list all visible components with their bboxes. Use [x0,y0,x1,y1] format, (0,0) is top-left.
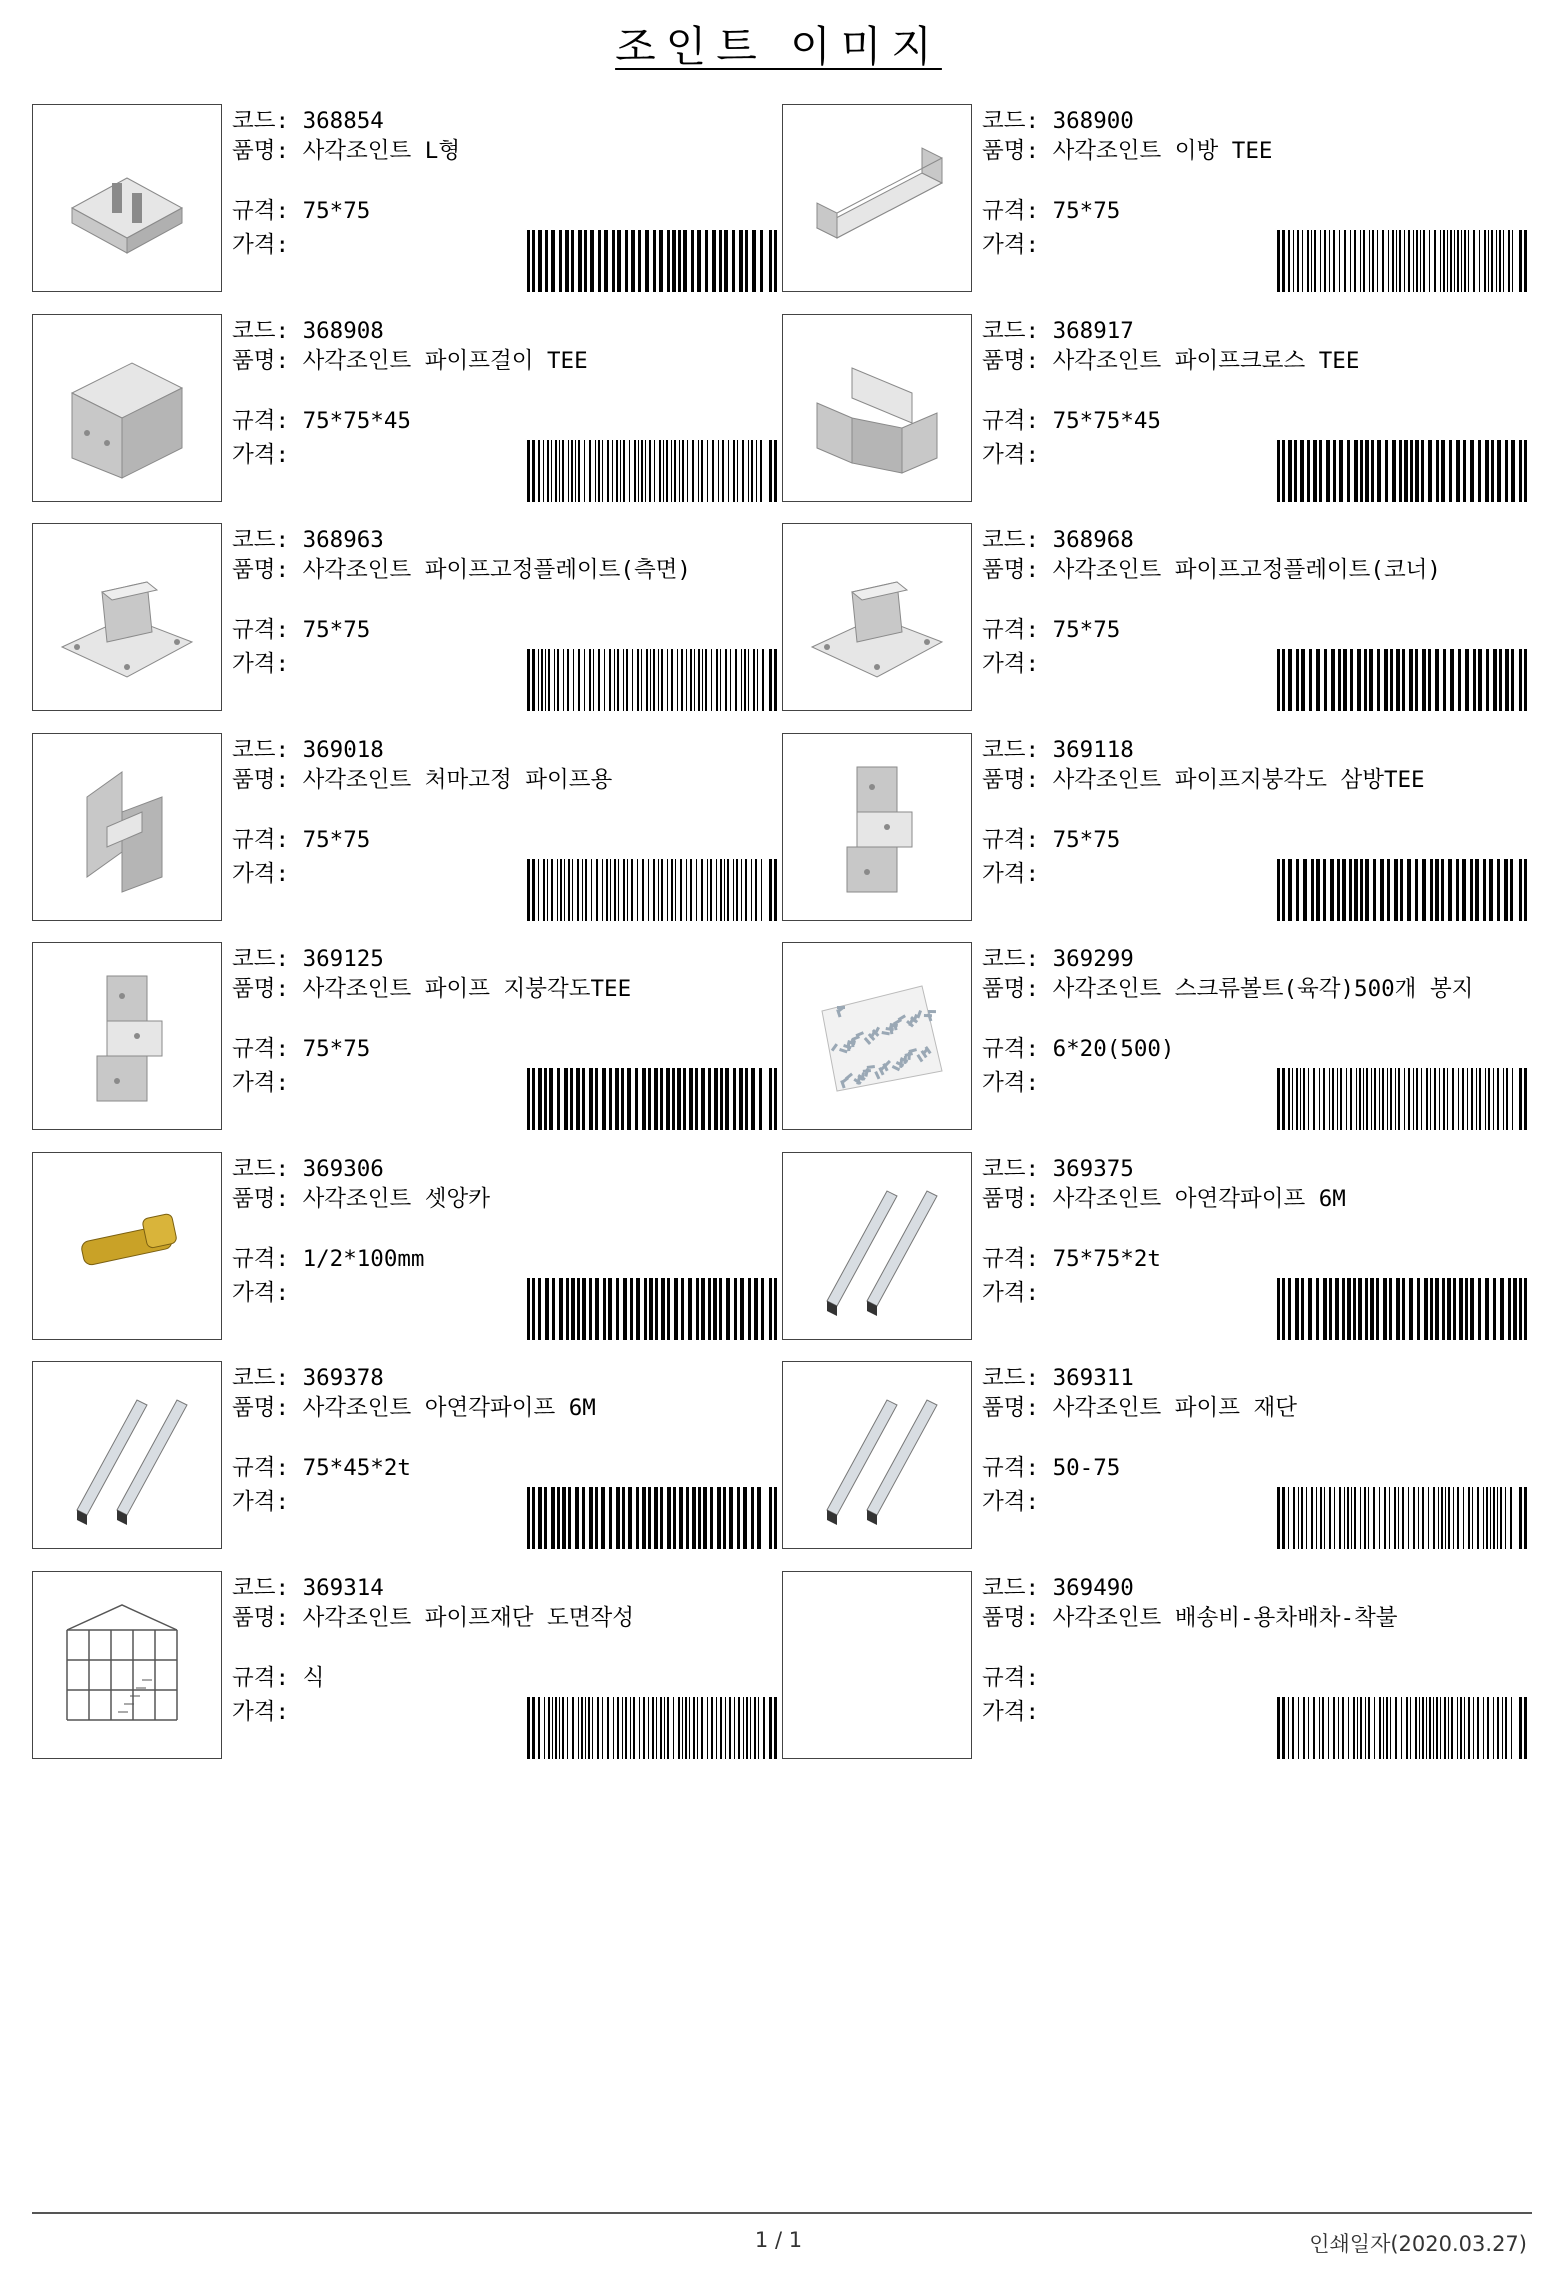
name-value: 사각조인트 이방 TEE [1052,138,1273,164]
spec-line [232,196,370,226]
spec-label: 규격: [232,1036,303,1062]
product-card [32,733,777,925]
code-value: 369378 [302,1365,384,1391]
code-label: 코드: [232,108,303,134]
code-line [232,316,384,346]
spec-line [232,825,370,855]
product-card [32,314,777,506]
product-image [782,733,972,921]
product-image [32,104,222,292]
corner-fix-plate-icon [802,542,952,692]
name-label: 품명: [232,347,303,374]
barcode [1277,1278,1527,1340]
spec-label: 규격: [232,1664,303,1691]
code-label: 코드: [232,527,303,553]
name-label: 품명: [232,976,303,1002]
spec-value: 75*75 [302,198,371,224]
code-label: 코드: [982,1574,1053,1601]
page-title: 조인트 이미지 [615,22,942,71]
code-line [982,944,1134,974]
code-line [982,106,1134,136]
name-value: 사각조인트 파이프고정플레이트(측면) [302,557,691,583]
price-label: 가격: [232,1489,290,1515]
product-card [782,733,1527,925]
product-image [782,1152,972,1340]
code-line [982,1154,1134,1184]
price-line [982,230,1039,260]
spec-value: 식 [302,1664,325,1691]
name-label: 품명: [982,1604,1053,1631]
barcode [1277,859,1527,921]
spec-line [232,406,411,436]
price-label: 가격: [232,1070,290,1096]
product-card [32,1152,777,1344]
name-value: 사각조인트 파이프 재단 [1052,1395,1298,1421]
print-date: 인쇄일자(2020.03.27) [1309,2232,1527,2256]
product-image [32,523,222,711]
spec-line [232,1244,424,1274]
spec-line [982,406,1161,436]
code-label: 코드: [982,1155,1053,1182]
name-label: 품명: [232,766,303,793]
code-label: 코드: [232,1574,303,1601]
product-image [32,942,222,1130]
price-line [232,1697,289,1727]
code-value: 368908 [302,317,384,344]
barcode [1277,1487,1527,1549]
spec-label: 규격: [982,1664,1053,1691]
price-line [982,1697,1039,1727]
spec-label: 규격: [982,407,1053,434]
code-label: 코드: [232,736,303,763]
code-line [982,1573,1134,1603]
eave-fix-icon [52,752,202,902]
barcode [1277,230,1527,292]
code-value: 369125 [302,946,384,972]
spec-label: 규격: [232,617,303,643]
price-label: 가격: [232,441,290,468]
product-card [782,1571,1527,1763]
code-line [982,525,1134,555]
product-card [782,314,1527,506]
code-value: 368854 [302,108,384,134]
product-card [32,1571,777,1763]
code-label: 코드: [982,1365,1053,1391]
spec-label: 규격: [232,407,303,434]
code-label: 코드: [982,736,1053,763]
spec-value: 75*45*2t [302,1455,411,1481]
price-label: 가격: [982,1489,1040,1515]
name-line [982,1184,1527,1214]
spec-label: 규격: [232,198,303,224]
name-value: 사각조인트 파이프고정플레이트(코너) [1052,557,1441,583]
spec-label: 규격: [982,1036,1053,1062]
spec-line [982,1663,1053,1693]
name-label: 품명: [232,1185,303,1212]
name-value: 사각조인트 파이프걸이 TEE [302,347,588,374]
screw-bag-icon [802,961,952,1111]
name-line [232,765,777,795]
code-line [232,944,384,974]
price-line [982,1487,1039,1517]
name-value: 사각조인트 파이프 지붕각도TEE [302,976,632,1002]
spec-value: 50-75 [1052,1455,1121,1481]
code-value: 368968 [1052,527,1134,553]
spec-line [982,1244,1161,1274]
product-card [782,523,1527,715]
code-line [232,735,384,765]
square-pipe-icon [802,1380,952,1530]
code-value: 369314 [302,1574,384,1601]
product-image [32,733,222,921]
barcode [1277,440,1527,502]
product-image [32,314,222,502]
code-label: 코드: [232,1155,303,1182]
name-line [232,346,777,376]
code-value: 368917 [1052,317,1134,344]
barcode [527,1487,777,1549]
name-label: 품명: [982,1185,1053,1212]
name-line [982,765,1527,795]
price-line [232,1068,289,1098]
price-line [232,440,289,470]
name-line [232,1603,777,1633]
price-label: 가격: [982,1279,1040,1306]
product-card [32,104,777,296]
name-label: 품명: [982,347,1053,374]
product-image [32,1571,222,1759]
price-label: 가격: [232,1698,290,1725]
price-label: 가격: [982,860,1040,887]
code-label: 코드: [232,1365,303,1391]
code-line [232,1573,384,1603]
spec-value: 75*75*45 [302,407,411,434]
name-value: 사각조인트 스크류볼트(육각)500개 봉지 [1052,976,1474,1002]
code-line [232,1154,384,1184]
spec-line [232,1453,411,1483]
name-label: 품명: [232,1395,303,1421]
square-pipe-icon [802,1171,952,1321]
product-card [782,1361,1527,1553]
spec-value: 75*75 [1052,826,1121,853]
code-value: 369306 [302,1155,384,1182]
code-label: 코드: [982,946,1053,972]
barcode [1277,649,1527,711]
price-line [232,230,289,260]
price-line [982,649,1039,679]
price-label: 가격: [232,1279,290,1306]
name-value: 사각조인트 처마고정 파이프용 [302,766,613,793]
spec-label: 규격: [232,826,303,853]
product-image [32,1152,222,1340]
spec-line [232,1663,324,1693]
price-line [232,1278,289,1308]
name-line [982,346,1527,376]
spec-label: 규격: [232,1455,303,1481]
side-fix-plate-icon [52,542,202,692]
product-card [32,942,777,1134]
price-label: 가격: [982,651,1040,677]
spec-value: 6*20(500) [1052,1036,1175,1062]
name-label: 품명: [982,976,1053,1002]
product-image [782,1361,972,1549]
name-value: 사각조인트 파이프재단 도면작성 [302,1604,634,1631]
name-line [232,974,777,1004]
name-value: 사각조인트 셋앙카 [302,1185,490,1212]
code-value: 369375 [1052,1155,1134,1182]
code-line [982,1363,1134,1393]
page-number: 1 / 1 [754,2228,803,2252]
spec-line [982,825,1120,855]
spec-label: 규격: [982,1455,1053,1481]
name-line [982,1393,1527,1423]
product-card [782,1152,1527,1344]
spec-label: 규격: [982,198,1053,224]
code-line [232,1363,384,1393]
name-label: 품명: [232,557,303,583]
code-label: 코드: [982,317,1053,344]
two-way-tee-icon [802,123,952,273]
price-line [232,649,289,679]
price-line [982,1068,1039,1098]
roof-angle-three-way-tee-icon [802,752,952,902]
name-line [232,1393,777,1423]
code-value: 369311 [1052,1365,1134,1391]
barcode [527,230,777,292]
spec-line [232,615,370,645]
spec-line [232,1034,370,1064]
product-image [782,942,972,1130]
price-label: 가격: [982,1698,1040,1725]
spec-line [982,1034,1174,1064]
blank-image [802,1590,952,1740]
name-line [982,555,1527,585]
code-value: 368900 [1052,108,1134,134]
name-line [982,136,1527,166]
spec-label: 규격: [982,617,1053,643]
price-label: 가격: [232,651,290,677]
name-label: 품명: [232,138,303,164]
barcode [527,1697,777,1759]
pipe-hanger-tee-icon [52,333,202,483]
barcode [527,440,777,502]
l-joint-icon [52,123,202,273]
product-image [782,104,972,292]
code-value: 369018 [302,736,384,763]
product-card [32,1361,777,1553]
barcode [527,1068,777,1130]
name-value: 사각조인트 배송비-용차배차-착불 [1052,1604,1398,1631]
price-label: 가격: [982,232,1040,258]
code-label: 코드: [982,527,1053,553]
spec-value: 75*75 [302,617,371,643]
name-label: 품명: [982,766,1053,793]
product-card [782,942,1527,1134]
product-image [782,314,972,502]
code-line [232,106,384,136]
product-card [32,523,777,715]
name-line [232,555,777,585]
spec-value: 75*75*2t [1052,1245,1161,1272]
code-value: 369118 [1052,736,1134,763]
code-value: 368963 [302,527,384,553]
spec-label: 규격: [982,1245,1053,1272]
spec-line [982,1453,1120,1483]
footer-divider [32,2212,1532,2214]
barcode [1277,1697,1527,1759]
price-line [232,1487,289,1517]
name-value: 사각조인트 L형 [302,138,461,164]
frame-drawing-icon [52,1590,202,1740]
set-anchor-icon [52,1171,202,1321]
code-label: 코드: [232,317,303,344]
barcode [527,649,777,711]
square-pipe-icon [52,1380,202,1530]
price-line [982,440,1039,470]
name-line [982,974,1527,1004]
name-value: 사각조인트 아연각파이프 6M [302,1395,596,1421]
pipe-cross-tee-icon [802,333,952,483]
spec-value: 1/2*100mm [302,1245,425,1272]
barcode [527,859,777,921]
roof-angle-tee-icon [52,961,202,1111]
price-label: 가격: [982,1070,1040,1096]
code-value: 369299 [1052,946,1134,972]
price-line [982,859,1039,889]
spec-value: 75*75*45 [1052,407,1161,434]
spec-line [982,196,1120,226]
code-line [232,525,384,555]
code-value: 369490 [1052,1574,1134,1601]
product-card [782,104,1527,296]
price-label: 가격: [232,860,290,887]
spec-label: 규격: [232,1245,303,1272]
name-value: 사각조인트 파이프지붕각도 삼방TEE [1052,766,1425,793]
name-label: 품명: [982,138,1053,164]
spec-line [982,615,1120,645]
name-line [232,136,777,166]
price-label: 가격: [232,232,290,258]
name-value: 사각조인트 파이프크로스 TEE [1052,347,1360,374]
price-line [982,1278,1039,1308]
code-line [982,735,1134,765]
spec-value: 75*75 [302,1036,371,1062]
name-line [232,1184,777,1214]
product-image [32,1361,222,1549]
barcode [527,1278,777,1340]
code-label: 코드: [982,108,1053,134]
price-line [232,859,289,889]
spec-value: 75*75 [1052,198,1121,224]
name-label: 품명: [982,1395,1053,1421]
spec-value: 75*75 [1052,617,1121,643]
price-label: 가격: [982,441,1040,468]
spec-value: 75*75 [302,826,371,853]
product-image [782,1571,972,1759]
code-line [982,316,1134,346]
name-value: 사각조인트 아연각파이프 6M [1052,1185,1346,1212]
name-label: 품명: [982,557,1053,583]
barcode [1277,1068,1527,1130]
name-line [982,1603,1527,1633]
name-label: 품명: [232,1604,303,1631]
product-image [782,523,972,711]
code-label: 코드: [232,946,303,972]
spec-label: 규격: [982,826,1053,853]
